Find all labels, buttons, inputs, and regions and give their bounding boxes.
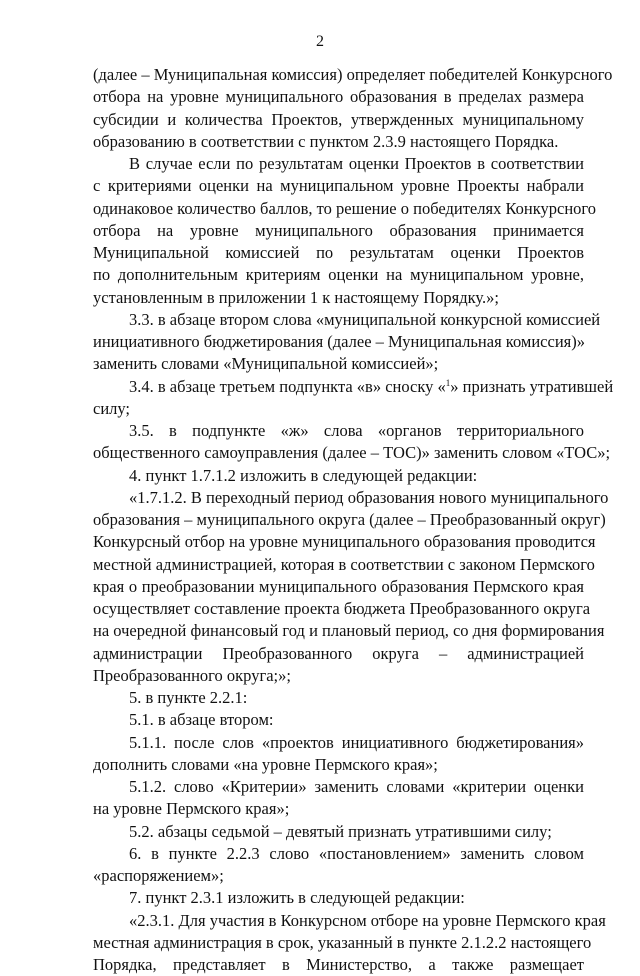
line-text: 5.1.2. слово «Критерии» заменить словами «критерии оценки — [129, 777, 584, 796]
line-text: 5. в пункте 2.2.1: — [129, 688, 248, 707]
line-text: на очередной финансовый год и плановый период, со дня формирования — [93, 621, 605, 641]
text-line — [93, 732, 584, 754]
text-line — [93, 665, 584, 687]
text-line — [93, 198, 597, 220]
document-body — [93, 64, 614, 976]
text-line — [93, 932, 592, 954]
line-text: (далее – Муниципальная комиссия) определяет победителей Конкурсного — [93, 65, 613, 84]
line-text: заменить словами «Муниципальной комиссией»; — [93, 354, 439, 374]
line-text: «1.7.1.2. В переходный период образования нового муниципального — [129, 487, 609, 507]
line-text: на уровне Пермского края»; — [93, 799, 290, 819]
line-text: образования – муниципального округа (далее – Преобразованный округ) — [93, 510, 606, 529]
text-line — [93, 509, 606, 531]
line-text: Муниципальной комиссией по результатам оценки Проектов — [93, 243, 584, 262]
line-text: Преобразованного округа;»; — [93, 665, 291, 685]
text-line — [93, 242, 584, 264]
text-line — [93, 531, 596, 553]
line-text: 5.2. абзацы седьмой – девятый признать утратившими силу; — [129, 821, 552, 841]
text-line — [93, 821, 584, 843]
line-text: установленным в приложении 1 к настоящему Порядку.»; — [93, 287, 499, 307]
line-text: местная администрация в срок, указанный в пункте 2.1.2.2 настоящего — [93, 932, 592, 952]
text-line — [93, 420, 584, 442]
line-text: 3.4. в абзаце третьем подпункта «в» сноску « — [129, 376, 446, 396]
line-text: по дополнительным критериям оценки на муниципальном уровне, — [93, 265, 584, 285]
text-line — [93, 153, 584, 175]
text-line — [93, 109, 584, 131]
text-line — [93, 287, 584, 309]
line-text: Порядка, представляет в Министерство, а также размещает — [93, 955, 584, 974]
text-line — [93, 264, 584, 286]
line-text: общественного самоуправления (далее – ТОС)» заменить словом «ТОС»; — [93, 443, 611, 463]
text-line — [93, 554, 595, 576]
line-text: образованию в соответствии с пунктом 2.3.9 настоящего Порядка. — [93, 131, 559, 151]
line-text: инициативного бюджетирования (далее – Муниципальная комиссия)» — [93, 332, 585, 351]
text-line — [93, 598, 591, 620]
text-line — [93, 86, 584, 108]
line-text: силу; — [93, 398, 131, 418]
text-line — [93, 487, 609, 509]
text-line — [93, 754, 584, 776]
line-text: 6. в пункте 2.2.3 слово «постановлением» заменить словом — [129, 843, 584, 863]
line-text: В случае если по результатам оценки Проектов в соответствии — [129, 154, 584, 173]
line-text: 5.1.1. после слов «проектов инициативного бюджетирования» — [129, 732, 584, 752]
text-line — [93, 687, 584, 709]
text-line — [93, 442, 611, 464]
line-text: 3.3. в абзаце втором слова «муниципальной конкурсной комиссией — [129, 309, 601, 329]
line-text: края о преобразовании муниципального образования Пермского края — [93, 576, 584, 596]
line-text: «2.3.1. Для участия в Конкурсном отборе на уровне Пермского края — [129, 910, 606, 930]
footnote-marker: 1 — [445, 377, 451, 388]
text-line — [93, 709, 584, 731]
line-text: 4. пункт 1.7.1.2 изложить в следующей редакции: — [129, 465, 478, 485]
line-text: «распоряжением»; — [93, 866, 224, 885]
text-line — [93, 398, 584, 420]
text-line — [93, 175, 584, 197]
text-line — [93, 865, 584, 887]
line-text: осуществляет составление проекта бюджета Преобразованного округа — [93, 599, 591, 618]
text-line — [93, 910, 606, 932]
text-line — [93, 643, 584, 665]
text-line — [93, 309, 601, 331]
text-line — [93, 220, 584, 242]
text-line — [93, 776, 584, 798]
text-line — [93, 131, 584, 153]
text-line — [93, 576, 584, 598]
text-line — [93, 331, 584, 353]
line-text: отбора на уровне муниципального образования принимается — [93, 220, 584, 240]
text-line — [93, 798, 584, 820]
line-text: 3.5. в подпункте «ж» слова «органов территориального — [129, 421, 584, 440]
text-line — [93, 64, 613, 86]
line-text: администрации Преобразованного округа – администрацией — [93, 643, 584, 663]
line-text: отбора на уровне муниципального образования в пределах размера — [93, 87, 584, 107]
line-text-after: » признать утратившей — [450, 376, 614, 396]
text-line — [93, 353, 584, 375]
text-line — [93, 887, 584, 909]
text-line — [93, 843, 584, 865]
text-line — [93, 465, 584, 487]
line-text: одинаковое количество баллов, то решение о победителях Конкурсного — [93, 198, 597, 218]
page-number: 2 — [316, 33, 324, 50]
text-line — [93, 620, 605, 642]
line-text: 5.1. в абзаце втором: — [129, 710, 274, 730]
text-line — [93, 954, 584, 976]
line-text: дополнить словами «на уровне Пермского края»; — [93, 754, 438, 774]
line-text: 7. пункт 2.3.1 изложить в следующей редакции: — [129, 888, 465, 908]
line-text: субсидии и количества Проектов, утвержденных муниципальному — [93, 109, 584, 129]
line-text: местной администрацией, которая в соответствии с законом Пермского — [93, 554, 595, 574]
line-text: Конкурсный отбор на уровне муниципального образования проводится — [93, 532, 596, 552]
text-line — [93, 376, 614, 398]
line-text: с критериями оценки на муниципальном уровне Проекты набрали — [93, 176, 584, 196]
